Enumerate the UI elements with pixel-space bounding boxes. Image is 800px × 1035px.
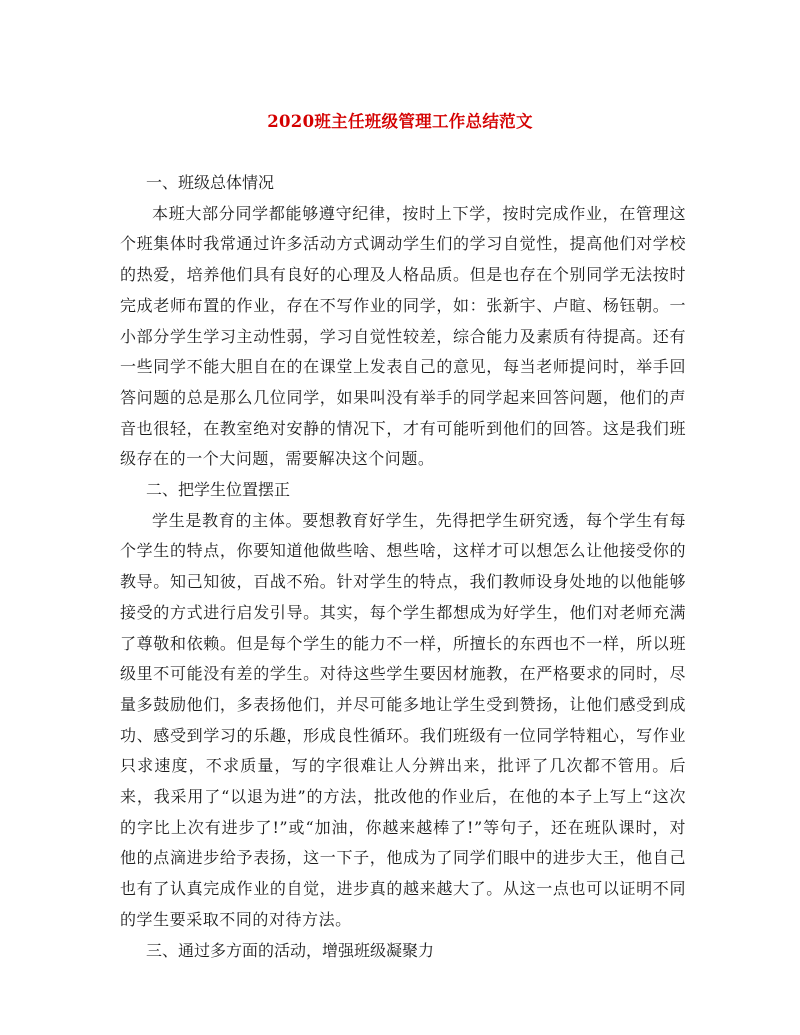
document-title: 2020班主任班级管理工作总结范文 — [267, 112, 533, 131]
document-body — [120, 168, 686, 966]
section-paragraph-student-position: 学生是教育的主体。要想教育好学生，先得把学生研究透，每个学生有每个学生的特点，你要知道他做些啥、想些啥，这样才可以想怎么让他接受你的教导。知己知彼，百战不殆。针对学生的特点，我们教师设身处地的以他能够接受的方式进行启发引导。其实，每个学生都想成为好学生，他们对老师充满了尊敬和依赖。但是每个学生的能力不一样，所擅长的东西也不一样，所以班级里不可能没有差的学生。对待这些学生要因材施教，在严格要求的同时，尽量多鼓励他们，多表扬他们，并尽可能多地让学生受到赞扬，让他们感受到成功、感受到学习的乐趣，形成良性循环。我们班级有一位同学特粗心，写作业只求速度，不求质量，写的字很难让人分辨出来，批评了几次都不管用。后来，我采用了“以退为进”的方法，批改他的作业后，在他的本子上写上“这次的字比上次有进步了!”或“加油，你越来越棒了!”等句子，还在班队课时，对他的点滴进步给予表扬，这一下子，他成为了同学们眼中的进步大王，他自己也有了认真完成作业的自觉，进步真的越来越大了。从这一点也可以证明不同的学生要采取不同的对待方法。 — [120, 510, 686, 929]
section-heading-activities: 三、通过多方面的活动，增强班级凝聚力 — [146, 940, 435, 960]
section-heading-student-position: 二、把学生位置摆正 — [146, 480, 291, 500]
section-heading-overview: 一、班级总体情况 — [146, 173, 275, 192]
section-paragraph-overview: 本班大部分同学都能够遵守纪律，按时上下学，按时完成作业，在管理这个班集体时我常通过许多活动方式调动学生们的学习自觉性，提高他们对学校的热爱，培养他们具有良好的心理及人格品质。但是也存在个别同学无法按时完成老师布置的作业，存在不写作业的同学，如：张新宇、卢暄、杨钰朝。一小部分学生学习主动性弱，学习自觉性较差，综合能力及素质有待提高。还有一些同学不能大胆自在的在课堂上发表自己的意见，每当老师提问时，举手回答问题的总是那么几位同学，如果叫没有举手的同学起来回答问题，他们的声音也很轻，在教室绝对安静的情况下，才有可能听到他们的回答。这是我们班级存在的一个大问题，需要解决这个问题。 — [120, 203, 686, 469]
